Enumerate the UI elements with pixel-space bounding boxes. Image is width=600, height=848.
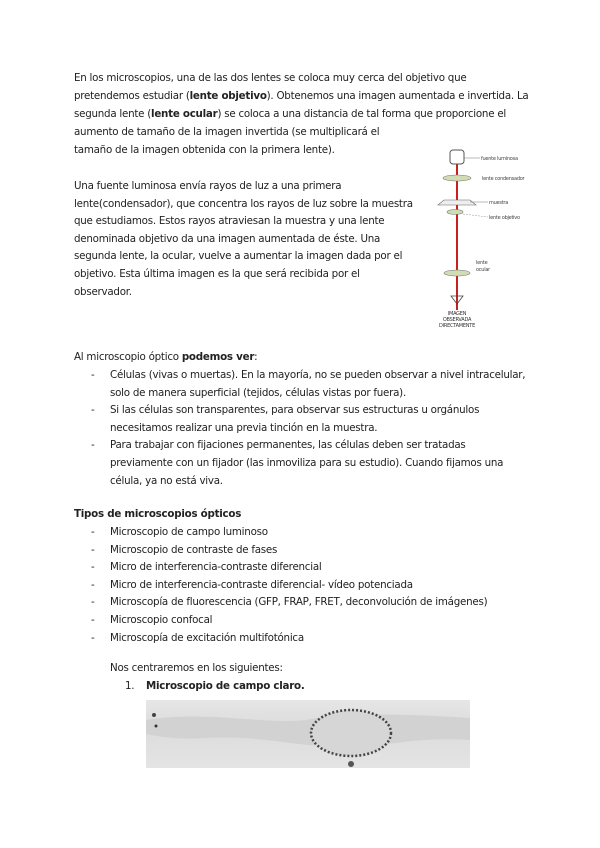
next-intro: Nos centraremos en los siguientes:: [110, 662, 283, 674]
numbered-item-campo-claro: Microscopio de campo claro.: [146, 680, 305, 692]
bullet-dash: -: [91, 543, 95, 556]
text-line: denominada objetivo da una imagen aumentada de éste. Una: [74, 232, 381, 245]
list-number: 1.: [125, 680, 135, 692]
bullet-text: previamente con un fijador (las inmoviliza para su estudio). Cuando fijamos una: [110, 457, 504, 469]
bullet-text: necesitamos realizar una previa tinción en la muestra.: [110, 421, 378, 434]
text-line: observador.: [74, 285, 132, 298]
text-run: aumento de tamaño de la imagen invertida (se multiplicará el: [74, 126, 380, 138]
list-item: Microscopía de excitación multifotónica: [110, 631, 304, 644]
list-item: Microscopio de contraste de fases: [110, 543, 278, 556]
sample-stage-icon: [438, 200, 476, 205]
bullet-text: Para trabajar con fijaciones permanentes, las células deben ser tratadas: [110, 439, 466, 452]
bullet-dash: -: [91, 578, 95, 591]
text-line: [74, 71, 466, 85]
bullet-dash: -: [91, 404, 95, 417]
text-line: que estudiamos. Estos rayos atraviesan la muestra y una lente: [74, 215, 385, 228]
label-imagen: IMAGEN: [447, 311, 467, 317]
text-run: segunda lente (: [74, 108, 152, 120]
section-title-tipos: Tipos de microscopios ópticos: [74, 508, 242, 520]
list-item: Microscopio confocal: [110, 614, 213, 626]
text-line: [74, 125, 379, 139]
bullet-dash: -: [91, 596, 95, 609]
bullet-text: Células (vivas o muertas). En la mayoría, no se pueden observar a nivel intracelular,: [110, 369, 526, 381]
bullet-dash: -: [91, 561, 95, 574]
bullet-dash: -: [91, 631, 95, 644]
bold-term: lente ocular: [151, 108, 218, 120]
label-fuente: fuente luminosa: [481, 156, 518, 162]
label-objetivo: lente objetivo: [489, 215, 520, 221]
light-source-icon: [450, 150, 464, 164]
microscope-light-path-diagram: [420, 148, 550, 338]
brightfield-cell-image: [146, 700, 470, 768]
list-item: Micro de interferencia-contraste diferencial- vídeo potenciada: [110, 578, 413, 591]
intro-text: Al microscopio óptico: [74, 351, 182, 363]
text-run: ) se coloca a una distancia de tal forma que proporcione el: [217, 108, 507, 120]
bullet-text: solo de manera superficial (tejidos, células vistas por fuera).: [110, 386, 406, 399]
text-line: segunda lente, la ocular, vuelve a aumentar la imagen dada por el: [74, 250, 403, 263]
ocular-lens-icon: [444, 270, 470, 276]
text-line: objetivo. Esta última imagen es la que será recibida por el: [74, 268, 360, 280]
label-directamente: DIRECTAMENTE: [439, 323, 475, 329]
list-item: Micro de interferencia-contraste diferencial: [110, 561, 322, 574]
label-muestra: muestra: [489, 200, 509, 206]
intro-bold: podemos ver: [181, 351, 255, 363]
section-intro: [74, 350, 257, 364]
label-ocular-1: lente: [476, 260, 488, 266]
bold-term: lente objetivo: [189, 90, 267, 102]
list-item: Microscopio de campo luminoso: [110, 526, 268, 538]
text-line: [74, 89, 529, 103]
intro-end: :: [254, 351, 258, 363]
label-condensador: lente condensador: [482, 176, 525, 182]
text-line: [74, 143, 335, 157]
objective-lens-icon: [447, 210, 463, 215]
bullet-text: Si las células son transparentes, para observar sus estructuras u orgánulos: [110, 404, 480, 417]
label-observada: OBSERVADA: [442, 317, 472, 323]
text-run: ). Obtenemos una imagen aumentada e invertida. La: [266, 90, 529, 102]
label-ocular-2: ocular: [476, 267, 490, 273]
text-run: En los microscopios, una de las dos lentes se coloca muy cerca del objetivo que: [74, 72, 467, 84]
bullet-text: célula, ya no está viva.: [110, 474, 223, 487]
bullet-dash: -: [91, 526, 95, 538]
bullet-dash: -: [91, 439, 95, 452]
text-run: tamaño de la imagen obtenida con la primera lente).: [74, 144, 335, 156]
bullet-dash: -: [91, 369, 95, 381]
text-run: pretendemos estudiar (: [74, 90, 190, 102]
text-line: [74, 107, 506, 121]
bullet-dash: -: [91, 614, 95, 626]
text-line: lente(condensador), que concentra los rayos de luz sobre la muestra: [74, 197, 413, 210]
condenser-lens-icon: [443, 175, 471, 181]
text-line: Una fuente luminosa envía rayos de luz a una primera: [74, 180, 342, 192]
list-item: Microscopía de fluorescencia (GFP, FRAP, FRET, deconvolución de imágenes): [110, 596, 488, 609]
